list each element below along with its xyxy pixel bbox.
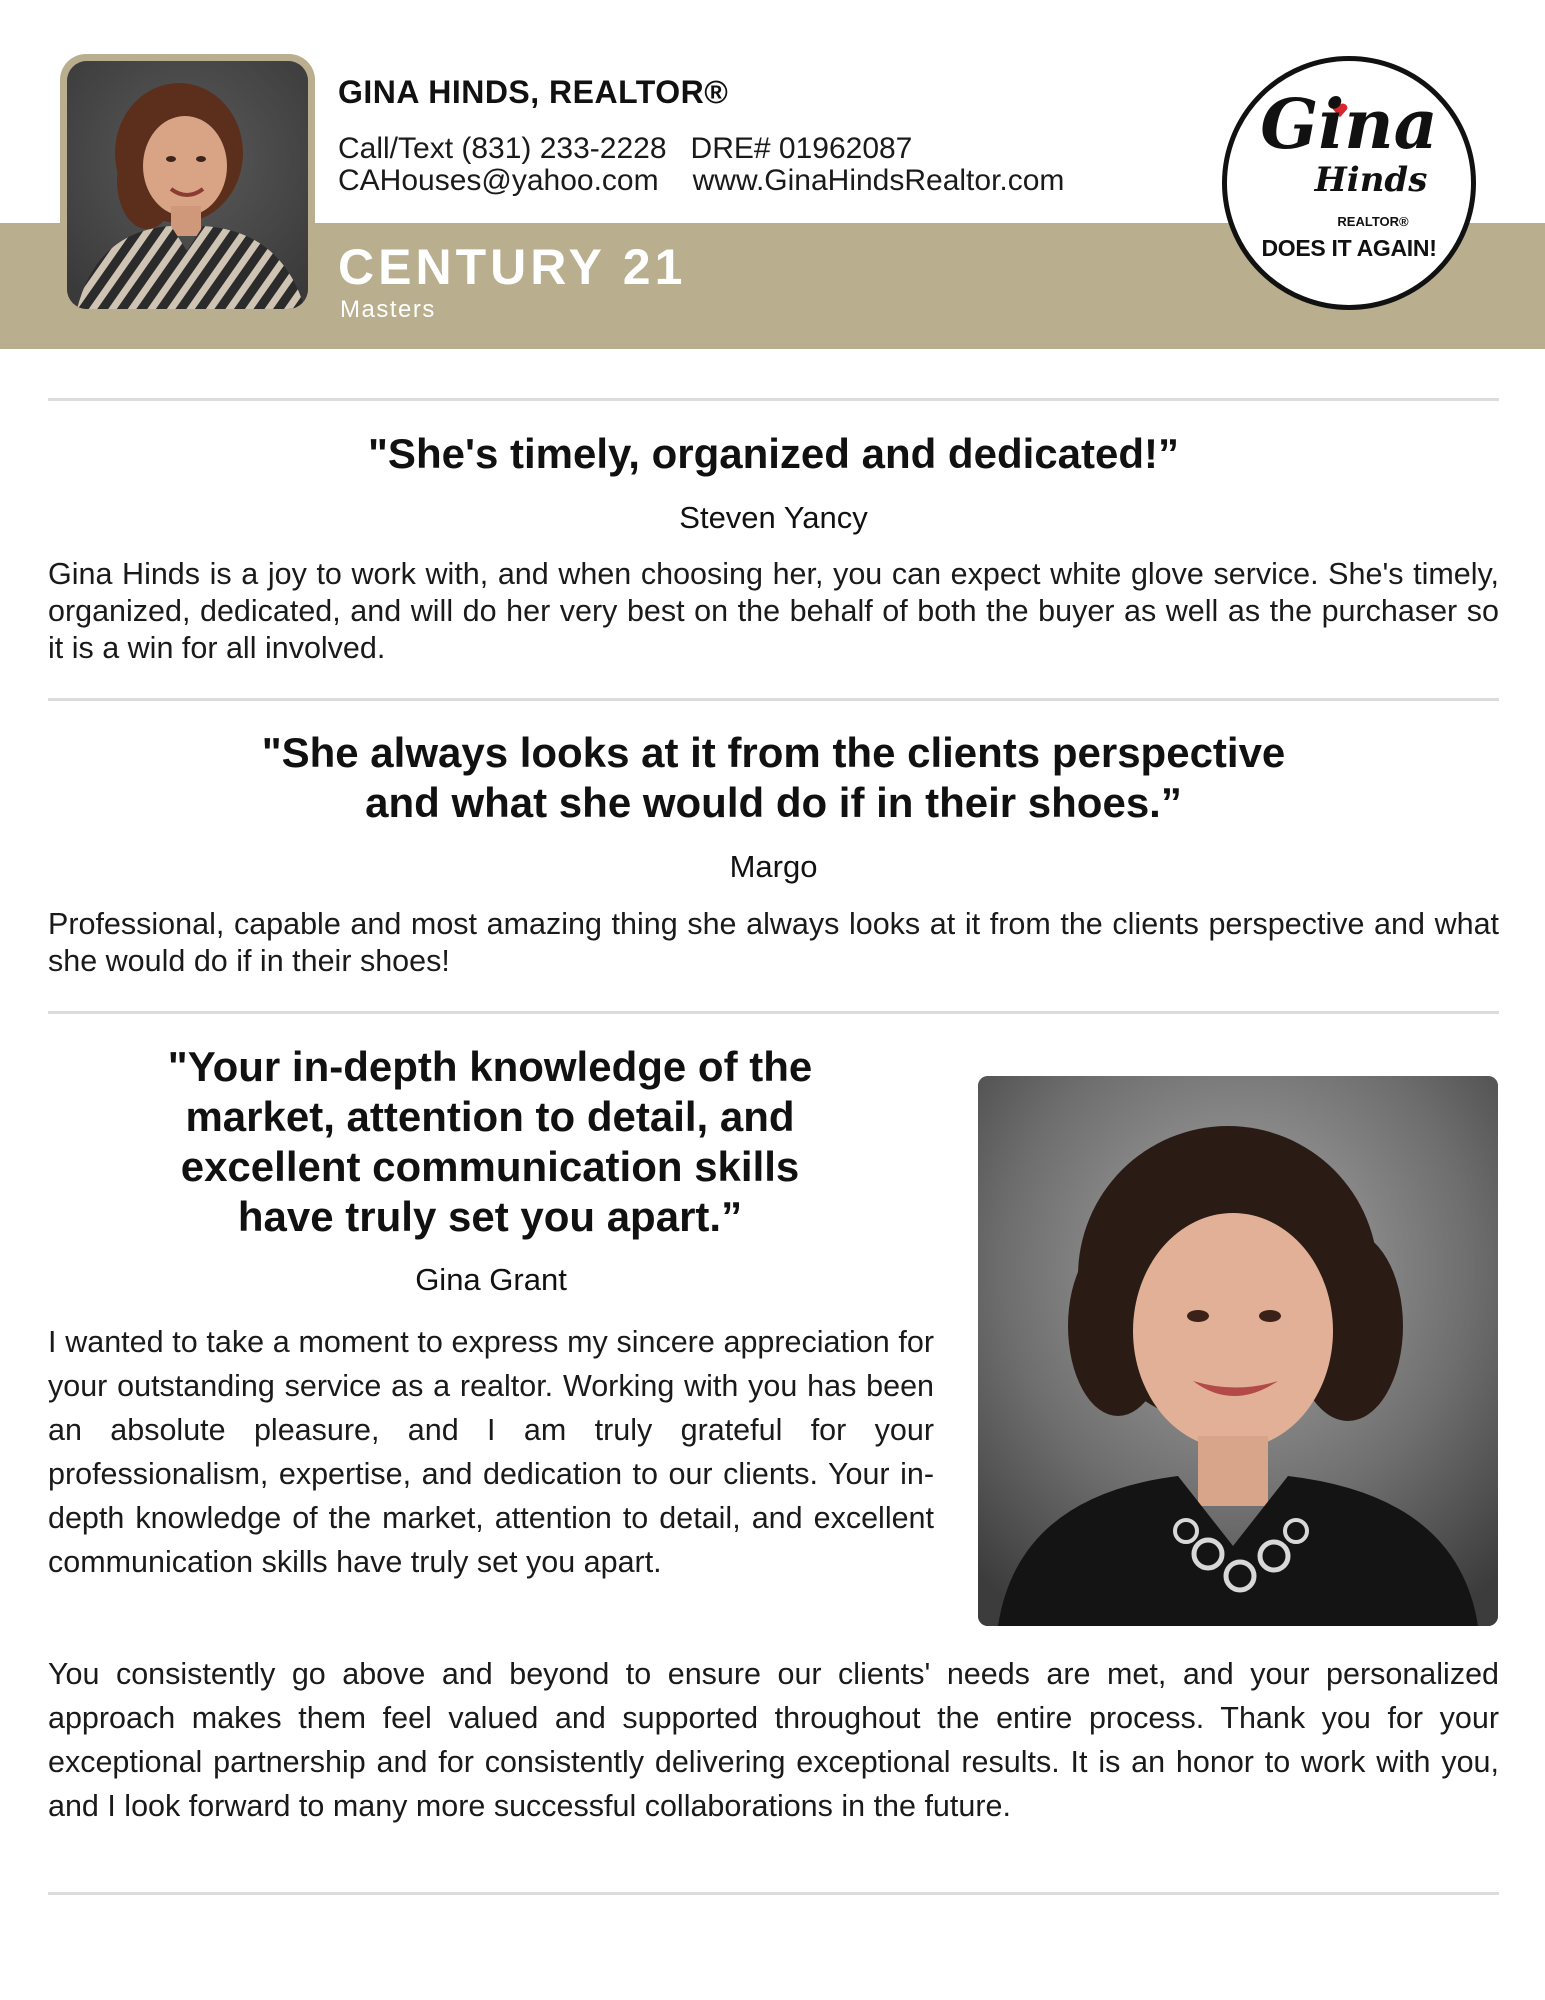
brokerage-office: Masters xyxy=(340,296,436,323)
agent-name: GINA HINDS, REALTOR® xyxy=(338,74,729,110)
logo-script-last: Hinds xyxy=(1314,160,1428,200)
testimonial-body: Gina Hinds is a joy to work with, and when choosing her, you can expect white glove service. She's timely, organized, dedicated, and will do her very best on the behalf of both the buyer as well as the purchaser so it is a win for all involved. xyxy=(48,557,1499,665)
brokerage-logo-text: CENTURY 21 xyxy=(338,239,687,295)
agent-portrait xyxy=(978,1076,1498,1626)
quote-line: excellent communication skills xyxy=(180,1143,800,1190)
logo-realtor: REALTOR® xyxy=(1337,214,1409,229)
testimonial-body: I wanted to take a moment to express my sincere appreciation for your outstanding service as a realtor. Working with you has been an absolute pleasure, and I am truly grateful for your professionalism, expertise, and dedication to our clients. Your in-depth knowledge of the market, attention to detail, and excellent communication skills have truly set you apart. xyxy=(48,1325,934,1579)
testimonial-body-continued: You consistently go above and beyond to ensure our clients' needs are met, and your personalized approach makes them feel valued and supported throughout the entire process. Thank you for your exceptional partnership and for consistently delivering exceptional results. It is an honor to work with you, and I look forward to many more successful collaborations in the future. xyxy=(48,1657,1499,1823)
quote-line: and what she would do if in their shoes.” xyxy=(365,779,1182,826)
testimonial-quote xyxy=(48,728,1499,828)
agent-headshot-photo xyxy=(67,61,308,309)
testimonial-author: Margo xyxy=(729,849,818,884)
divider xyxy=(48,1011,1499,1014)
testimonial-author: Gina Grant xyxy=(415,1262,567,1297)
logo-script-first: Gina xyxy=(1260,85,1438,165)
agent-dre: DRE# 01962087 xyxy=(690,132,913,165)
quote-line: market, attention to detail, and xyxy=(185,1093,795,1140)
testimonial-quote: "She's timely, organized and dedicated!” xyxy=(368,430,1179,477)
logo-tagline: DOES IT AGAIN! xyxy=(1261,235,1437,261)
testimonial-quote xyxy=(110,1042,870,1242)
testimonial-body: Professional, capable and most amazing thing she always looks at it from the clients perspective and what she would do if in their shoes! xyxy=(48,907,1499,978)
divider xyxy=(48,398,1499,401)
agent-portrait-photo xyxy=(978,1076,1498,1626)
agent-phone[interactable]: Call/Text (831) 233-2228 xyxy=(338,132,667,165)
contact-row-2 xyxy=(338,164,1064,198)
divider xyxy=(48,1892,1499,1895)
divider xyxy=(48,698,1499,701)
quote-line: "She always looks at it from the clients perspective xyxy=(261,729,1286,776)
contact-row-1 xyxy=(338,132,912,166)
quote-line: "Your in-depth knowledge of the xyxy=(167,1043,813,1090)
testimonial-author: Steven Yancy xyxy=(679,500,868,535)
agent-headshot xyxy=(60,54,315,316)
agent-email[interactable]: CAHouses@yahoo.com xyxy=(338,164,659,197)
quote-line: have truly set you apart.” xyxy=(237,1193,743,1240)
agent-website[interactable]: www.GinaHindsRealtor.com xyxy=(692,164,1065,197)
agent-badge-logo xyxy=(1222,56,1476,310)
